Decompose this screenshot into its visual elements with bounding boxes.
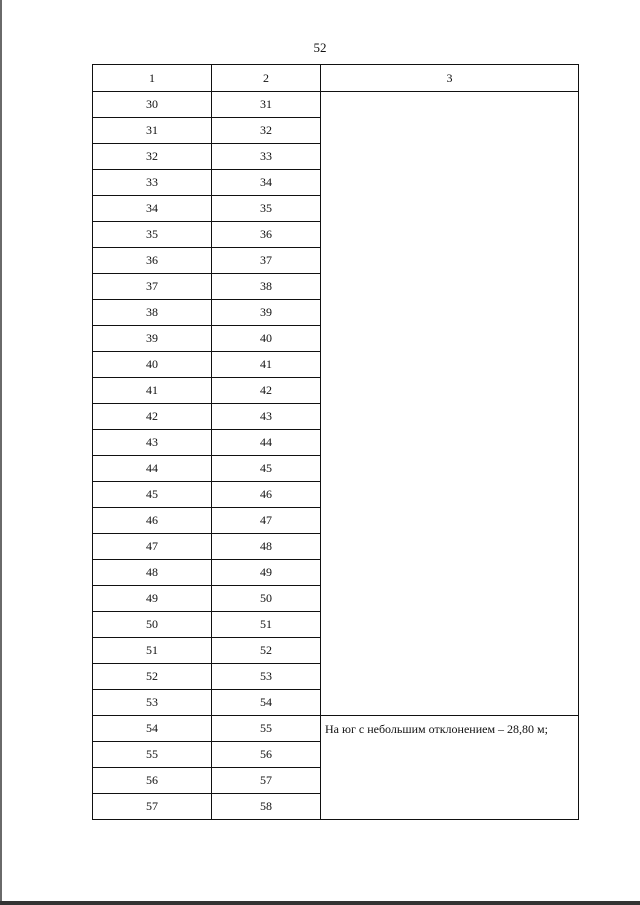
point-from-cell: 38: [93, 300, 212, 326]
point-from-cell: 34: [93, 196, 212, 222]
point-to-cell: 38: [212, 274, 321, 300]
table-row: [93, 716, 579, 742]
table-body: [93, 92, 579, 820]
point-to-cell: 47: [212, 508, 321, 534]
point-from-cell: 42: [93, 404, 212, 430]
point-from-cell: 31: [93, 118, 212, 144]
point-from-cell: 37: [93, 274, 212, 300]
point-to-cell: 41: [212, 352, 321, 378]
header-col-3: 3: [321, 65, 579, 92]
point-to-cell: 50: [212, 586, 321, 612]
point-from-cell: 55: [93, 742, 212, 768]
point-from-cell: 43: [93, 430, 212, 456]
point-from-cell: 33: [93, 170, 212, 196]
page-number: 52: [313, 40, 327, 55]
point-to-cell: 37: [212, 248, 321, 274]
point-from-cell: 51: [93, 638, 212, 664]
description-cell: [321, 716, 579, 820]
point-to-cell: 40: [212, 326, 321, 352]
header-col-2: 2: [212, 65, 321, 92]
table-row: [93, 92, 579, 118]
point-from-cell: 41: [93, 378, 212, 404]
point-to-cell: 32: [212, 118, 321, 144]
point-to-cell: 52: [212, 638, 321, 664]
point-to-cell: 43: [212, 404, 321, 430]
point-to-cell: 34: [212, 170, 321, 196]
point-from-cell: 44: [93, 456, 212, 482]
point-from-cell: 36: [93, 248, 212, 274]
point-from-cell: 39: [93, 326, 212, 352]
point-to-cell: 48: [212, 534, 321, 560]
point-from-cell: 49: [93, 586, 212, 612]
coordinates-table: [92, 64, 579, 820]
point-from-cell: 32: [93, 144, 212, 170]
point-to-cell: 45: [212, 456, 321, 482]
point-to-cell: 55: [212, 716, 321, 742]
point-to-cell: 53: [212, 664, 321, 690]
point-from-cell: 56: [93, 768, 212, 794]
point-to-cell: 51: [212, 612, 321, 638]
point-from-cell: 35: [93, 222, 212, 248]
point-from-cell: 52: [93, 664, 212, 690]
point-to-cell: 39: [212, 300, 321, 326]
point-to-cell: 46: [212, 482, 321, 508]
point-to-cell: 35: [212, 196, 321, 222]
point-from-cell: 50: [93, 612, 212, 638]
point-to-cell: 33: [212, 144, 321, 170]
point-to-cell: 54: [212, 690, 321, 716]
point-to-cell: 44: [212, 430, 321, 456]
point-from-cell: 47: [93, 534, 212, 560]
point-from-cell: 48: [93, 560, 212, 586]
description-cell-empty: [321, 92, 579, 716]
table-header-row: [93, 65, 579, 92]
point-to-cell: 36: [212, 222, 321, 248]
header-col-1: 1: [93, 65, 212, 92]
point-from-cell: 46: [93, 508, 212, 534]
point-from-cell: 40: [93, 352, 212, 378]
point-from-cell: 54: [93, 716, 212, 742]
description-text: На юг с небольшим отклонением – 28,80 м;: [325, 722, 548, 736]
point-to-cell: 42: [212, 378, 321, 404]
point-to-cell: 49: [212, 560, 321, 586]
point-from-cell: 45: [93, 482, 212, 508]
point-to-cell: 58: [212, 794, 321, 820]
point-from-cell: 53: [93, 690, 212, 716]
point-from-cell: 57: [93, 794, 212, 820]
point-to-cell: 57: [212, 768, 321, 794]
scan-left-edge: [0, 0, 2, 905]
point-to-cell: 56: [212, 742, 321, 768]
scan-bottom-edge: [0, 901, 640, 905]
point-from-cell: 30: [93, 92, 212, 118]
point-to-cell: 31: [212, 92, 321, 118]
